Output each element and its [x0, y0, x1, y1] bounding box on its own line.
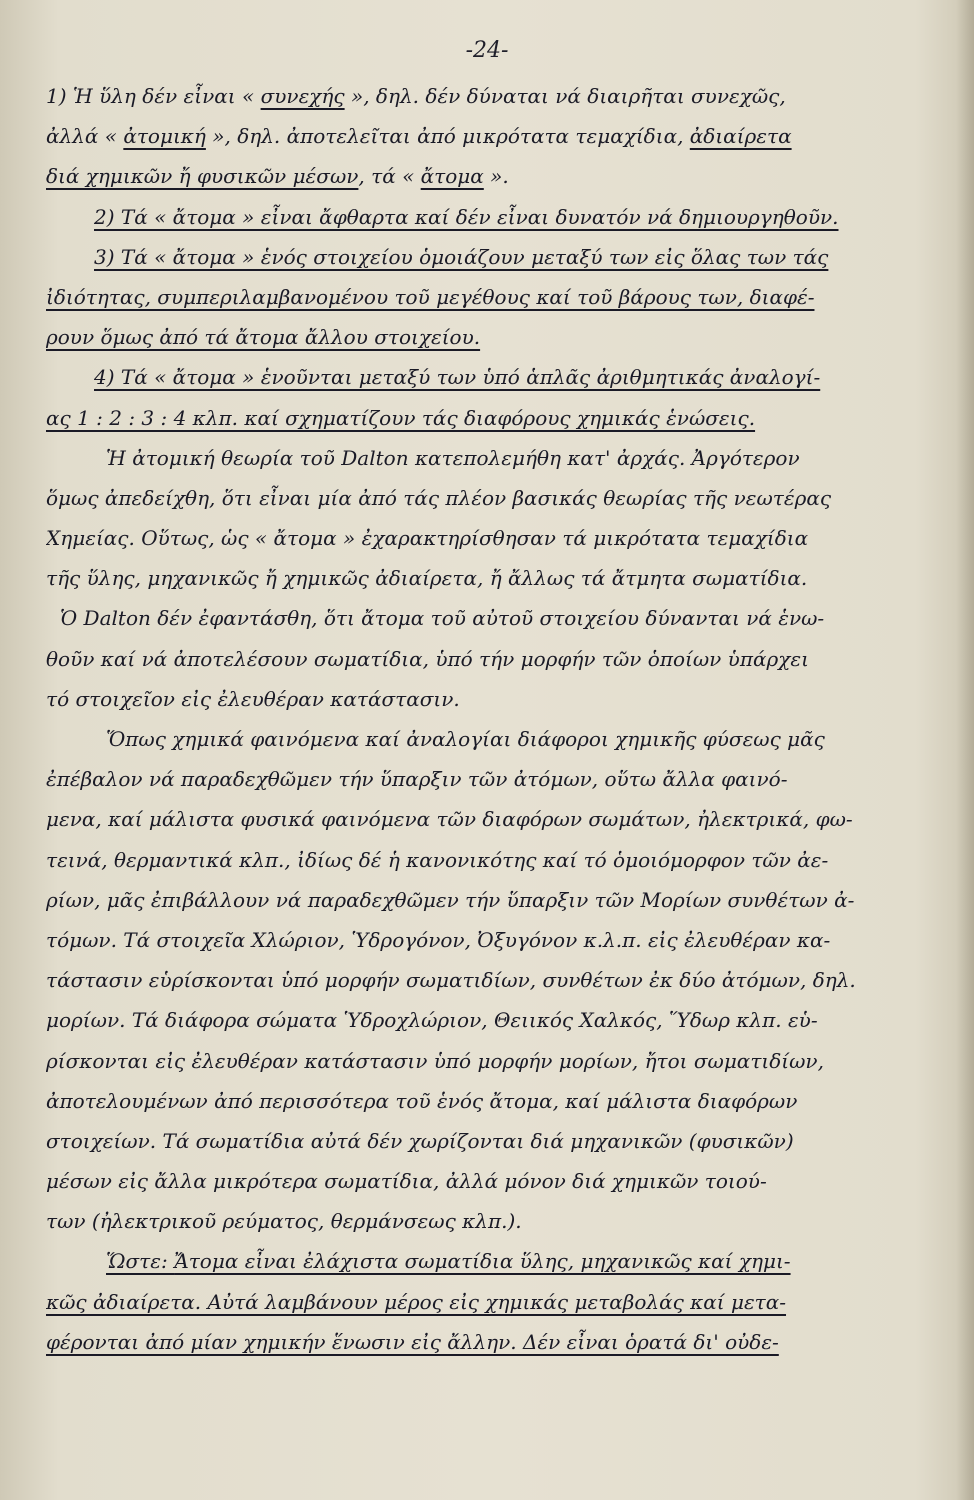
text-segment: , τά «	[358, 164, 421, 189]
text-line	[46, 679, 936, 719]
text-line	[46, 598, 936, 638]
text-line	[46, 277, 936, 317]
text-line	[46, 197, 936, 237]
text-line	[46, 1121, 936, 1161]
text-line	[46, 76, 936, 116]
text-line	[46, 880, 936, 920]
text-line	[46, 237, 936, 277]
underlined-text: διά χημικῶν ἤ φυσικῶν μέσων	[46, 164, 359, 189]
text-line	[46, 920, 936, 960]
underlined-text: κῶς ἀδιαίρετα. Αὐτά λαμβάνουν μέρος εἰς χημικάς μεταβολάς καί μετα-	[46, 1289, 787, 1314]
text-line	[46, 799, 936, 839]
text-segment: τόμων. Τά στοιχεῖα Χλώριον, Ὑδρογόνον, Ὀξυγόνον κ.λ.π. εἰς ἐλευθέραν κα-	[46, 927, 831, 952]
text-segment: μέσων εἰς ἄλλα μικρότερα σωματίδια, ἀλλά μόνον διά χημικῶν τοιού-	[46, 1169, 767, 1194]
text-segment: ὅμως ἀπεδείχθη, ὅτι εἶναι μία ἀπό τάς πλέον βασικάς θεωρίας τῆς νεωτέρας	[46, 485, 832, 510]
underlined-text: ἄτομα	[420, 164, 484, 189]
page-number: -24-	[465, 38, 509, 63]
text-segment: τό στοιχεῖον εἰς ἐλευθέραν κατάστασιν.	[46, 686, 460, 711]
text-line	[46, 639, 936, 679]
text-line	[46, 156, 936, 196]
text-segment: τάστασιν εὑρίσκονται ὑπό μορφήν σωματιδίων, συνθέτων ἐκ δύο ἀτόμων, δηλ.	[46, 968, 856, 993]
underlined-text: Ὥστε:	[106, 1249, 175, 1274]
text-line	[46, 558, 936, 598]
text-line	[46, 1241, 936, 1281]
book-spine-shadow	[956, 0, 974, 1500]
text-line	[46, 317, 936, 357]
text-segment: Χημείας. Οὕτως, ὡς « ἄτομα » ἐχαρακτηρίσθησαν τά μικρότατα τεμαχίδια	[46, 526, 809, 551]
text-segment: ρίων, μᾶς ἐπιβάλλουν νά παραδεχθῶμεν τήν ὕπαρξιν τῶν Μορίων συνθέτων ἀ-	[46, 887, 855, 912]
underlined-text: 4) Τά « ἄτομα » ἑνοῦνται μεταξύ των ὑπό ἁπλᾶς ἀριθμητικάς ἀναλογί-	[94, 365, 821, 390]
text-segment: των (ἠλεκτρικοῦ ρεύματος, θερμάνσεως κλπ.).	[46, 1209, 522, 1234]
text-segment: », δηλ. δέν δύναται νά διαιρῆται συνεχῶς,	[344, 84, 786, 108]
text-segment: Ὁ Dalton δέν ἐφαντάσθη, ὅτι ἄτομα τοῦ αὐτοῦ στοιχείου δύνανται νά ἑνω-	[60, 606, 825, 631]
underlined-text: ἰδιότητας, συμπεριλαμβανομένου τοῦ μεγέθους καί τοῦ βάρους των, διαφέ-	[46, 284, 815, 309]
text-line	[46, 438, 936, 478]
text-segment: ἀποτελουμένων ἀπό περισσότερα τοῦ ἑνός ἄτομα, καί μάλιστα διαφόρων	[46, 1088, 798, 1113]
text-segment: μενα, καί μάλιστα φυσικά φαινόμενα τῶν διαφόρων σωμάτων, ἠλεκτρικά, φω-	[46, 807, 853, 832]
text-segment: στοιχείων. Τά σωματίδια αὐτά δέν χωρίζονται διά μηχανικῶν (φυσικῶν)	[46, 1128, 794, 1153]
text-line	[46, 759, 936, 799]
text-segment: ρίσκονται εἰς ἐλευθέραν κατάστασιν ὑπό μορφήν μορίων, ἤτοι σωματιδίων,	[46, 1048, 824, 1073]
text-line	[46, 1161, 936, 1201]
text-segment: Ὅπως χημικά φαινόμενα καί ἀναλογίαι διάφοροι χημικῆς φύσεως μᾶς	[106, 727, 825, 751]
text-line	[46, 1081, 936, 1121]
text-segment: ἐπέβαλον νά παραδεχθῶμεν τήν ὕπαρξιν τῶν ἀτόμων, οὕτω ἄλλα φαινό-	[46, 767, 788, 792]
text-segment: ἀλλά «	[46, 124, 124, 149]
text-line	[46, 478, 936, 518]
handwritten-body-text	[46, 76, 936, 1362]
text-line	[46, 840, 936, 880]
text-line	[46, 518, 936, 558]
text-segment: μορίων. Τά διάφορα σώματα Ὑδροχλώριον, Θειικός Χαλκός, Ὕδωρ κλπ. εὑ-	[46, 1008, 818, 1033]
text-line	[46, 1322, 936, 1362]
text-segment: τεινά, θερμαντικά κλπ., ἰδίως δέ ἡ κανονικότης καί τό ὁμοιόμορφον τῶν ἀε-	[46, 847, 829, 872]
text-segment: Ἡ ἀτομική θεωρία τοῦ Dalton κατεπολεμήθη κατ' ἀρχάς. Ἀργότερον	[106, 445, 800, 470]
underlined-text: συνεχής	[260, 84, 345, 108]
text-line	[46, 1041, 936, 1081]
underlined-text: 2) Τά « ἄτομα » εἶναι ἄφθαρτα καί δέν εἶναι δυνατόν νά δημιουργηθοῦν.	[94, 204, 839, 229]
underlined-text: Ἄτομα εἶναι ἐλάχιστα σωματίδια ὕλης, μηχανικῶς καί χημι-	[174, 1249, 791, 1274]
text-line	[46, 116, 936, 156]
underlined-text: 3) Τά « ἄτομα » ἑνός στοιχείου ὁμοιάζουν μεταξύ των εἰς ὅλας των τάς	[94, 244, 829, 269]
underlined-text: φέρονται ἀπό μίαν χημικήν ἕνωσιν εἰς ἄλλην. Δέν εἶναι ὁρατά δι' οὐδε-	[46, 1329, 779, 1354]
text-segment: 1) Ἡ ὕλη δέν εἶναι «	[46, 84, 261, 108]
underlined-text: ας 1 : 2 : 3 : 4 κλπ. καί σχηματίζουν τάς διαφόρους χημικάς ἑνώσεις.	[46, 405, 756, 430]
underlined-text: ρουν ὅμως ἀπό τά ἄτομα ἄλλου στοιχείου.	[46, 325, 481, 350]
text-line	[46, 1000, 936, 1040]
underlined-text: ἀδιαίρετα	[689, 124, 792, 149]
text-segment: τῆς ὕλης, μηχανικῶς ἤ χημικῶς ἀδιαίρετα, ἤ ἄλλως τά ἄτμητα σωματίδια.	[46, 566, 808, 591]
text-segment: », δηλ. ἀποτελεῖται ἀπό μικρότατα τεμαχίδια,	[205, 124, 690, 149]
text-line	[46, 1201, 936, 1241]
text-line	[46, 398, 936, 438]
text-line	[46, 719, 936, 759]
text-segment: ».	[483, 164, 509, 189]
text-line	[46, 357, 936, 397]
text-line	[46, 960, 936, 1000]
text-segment: θοῦν καί νά ἀποτελέσουν σωματίδια, ὑπό τήν μορφήν τῶν ὁποίων ὑπάρχει	[46, 646, 809, 671]
underlined-text: ἀτομική	[123, 124, 206, 149]
text-line	[46, 1282, 936, 1322]
